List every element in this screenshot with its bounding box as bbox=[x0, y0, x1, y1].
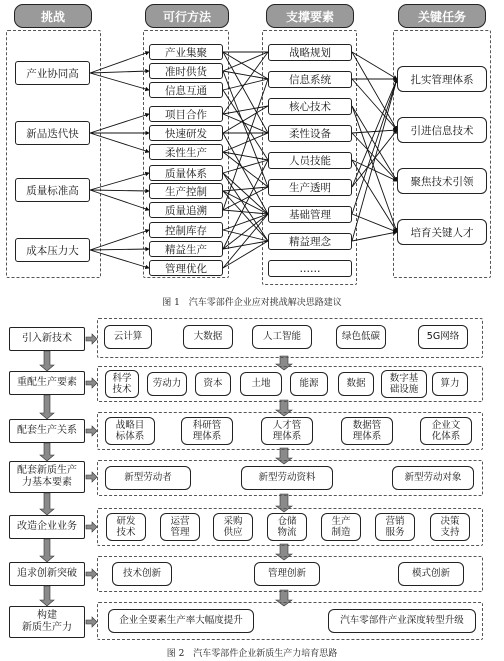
flow-arrow bbox=[40, 443, 54, 461]
support-box: 人员技能 bbox=[268, 152, 352, 169]
support-box: 生产透明 bbox=[268, 179, 352, 196]
element-item: 新型劳动资料 bbox=[241, 466, 333, 490]
challenge-box: 质量标准高 bbox=[15, 178, 90, 202]
support-box: 战略规划 bbox=[268, 44, 352, 61]
business-item: 营销 服务 bbox=[375, 513, 415, 541]
flow-arrow bbox=[86, 522, 97, 532]
tech-item: 云计算 bbox=[104, 325, 152, 349]
support-box: 精益理念 bbox=[268, 233, 352, 250]
tech-item: 大数据 bbox=[183, 325, 233, 349]
tech-item: 绿色低碳 bbox=[336, 325, 386, 349]
flow-arrow bbox=[86, 569, 97, 579]
element-item: 新型劳动者 bbox=[105, 466, 191, 490]
flow-arrow bbox=[40, 395, 54, 419]
tech-item: 人工智能 bbox=[252, 325, 312, 349]
tech-item: 5G网络 bbox=[418, 325, 468, 349]
relation-item: 战略目 标体系 bbox=[105, 417, 155, 445]
support-box: 柔性设备 bbox=[268, 125, 352, 142]
support-box-ellipsis: …… bbox=[268, 260, 352, 277]
header-challenge: 挑战 bbox=[14, 4, 92, 28]
flow-arrow bbox=[86, 378, 97, 388]
method-box: 控制库存 bbox=[149, 222, 223, 238]
innovation-item: 模式创新 bbox=[398, 562, 464, 586]
method-box: 产业集聚 bbox=[149, 44, 223, 60]
stage-label: 配套生产关系 bbox=[9, 419, 85, 443]
flow-arrow bbox=[86, 617, 97, 627]
method-box: 质量体系 bbox=[149, 165, 223, 181]
stage-label: 追求创新突破 bbox=[9, 562, 85, 586]
outcome-item: 企业全要素生产率大幅度提升 bbox=[108, 609, 254, 633]
flow-arrow bbox=[40, 493, 54, 515]
support-box: 信息系统 bbox=[268, 71, 352, 88]
task-box: 聚焦技术引领 bbox=[397, 168, 487, 194]
business-item: 仓储 物流 bbox=[267, 513, 307, 541]
stage-label: 引入新技术 bbox=[9, 327, 85, 351]
challenge-box: 产业协同高 bbox=[15, 61, 90, 85]
stage-label: 重配生产要素 bbox=[9, 371, 85, 395]
business-item: 采购 供应 bbox=[213, 513, 253, 541]
method-box: 快速研发 bbox=[149, 125, 223, 141]
method-box: 信息互通 bbox=[149, 82, 223, 98]
relation-item: 科研管 理体系 bbox=[181, 417, 233, 445]
factor-item: 资本 bbox=[195, 372, 231, 396]
business-item: 决策 支持 bbox=[430, 513, 470, 541]
outcome-item: 汽车零部件产业深度转型升级 bbox=[328, 609, 476, 633]
figure-2-caption: 图 2 汽车零部件企业新质生产力培育思路 bbox=[166, 649, 338, 659]
task-box: 引进信息技术 bbox=[397, 117, 487, 143]
task-box: 培育关键人才 bbox=[397, 219, 487, 245]
factor-item: 算力 bbox=[432, 372, 468, 396]
method-box: 准时供货 bbox=[149, 63, 223, 79]
factor-item: 数据 bbox=[338, 372, 374, 396]
business-item: 生产 制造 bbox=[321, 513, 361, 541]
method-box: 质量追溯 bbox=[149, 202, 223, 218]
support-box: 基础管理 bbox=[268, 206, 352, 223]
element-item: 新型劳动对象 bbox=[392, 466, 474, 490]
business-item: 运营 管理 bbox=[160, 513, 200, 541]
task-box: 扎实管理体系 bbox=[397, 66, 487, 92]
header-task: 关键任务 bbox=[398, 4, 486, 28]
header-support: 支撑要素 bbox=[266, 4, 354, 28]
header-method: 可行方法 bbox=[145, 4, 229, 28]
innovation-item: 管理创新 bbox=[254, 562, 320, 586]
flow-arrow bbox=[40, 586, 54, 606]
relation-item: 企业文 化体系 bbox=[420, 417, 472, 445]
factor-item: 数字基 础设施 bbox=[381, 370, 427, 398]
flow-arrow bbox=[86, 426, 97, 436]
flow-arrow bbox=[40, 351, 54, 371]
figure-1-caption: 图 1 汽车零部件企业应对挑战解决思路建议 bbox=[162, 298, 342, 308]
stage-label: 改造企业业务 bbox=[9, 515, 85, 539]
innovation-item: 技术创新 bbox=[112, 562, 172, 586]
challenge-box: 成本压力大 bbox=[15, 238, 90, 262]
relation-item: 人才管 理体系 bbox=[261, 417, 313, 445]
stage-label: 构建 新质生产力 bbox=[9, 606, 85, 638]
flow-arrow bbox=[40, 539, 54, 562]
method-box: 柔性生产 bbox=[149, 144, 223, 160]
method-box: 项目合作 bbox=[149, 106, 223, 122]
relation-item: 数据管 理体系 bbox=[341, 417, 393, 445]
flow-arrow bbox=[86, 472, 97, 482]
flow-arrow bbox=[86, 334, 97, 344]
method-box: 精益生产 bbox=[149, 241, 223, 257]
factor-item: 土地 bbox=[240, 372, 282, 396]
factor-item: 科学 技术 bbox=[105, 370, 139, 398]
factor-item: 劳动力 bbox=[147, 372, 187, 396]
factor-item: 能源 bbox=[290, 372, 328, 396]
business-item: 研发 技术 bbox=[106, 513, 146, 541]
support-box: 核心技术 bbox=[268, 98, 352, 115]
method-box: 生产控制 bbox=[149, 183, 223, 199]
method-box: 管理优化 bbox=[149, 260, 223, 276]
challenge-box: 新品迭代快 bbox=[15, 121, 90, 145]
stage-label: 配套新质生产 力基本要素 bbox=[9, 461, 85, 493]
